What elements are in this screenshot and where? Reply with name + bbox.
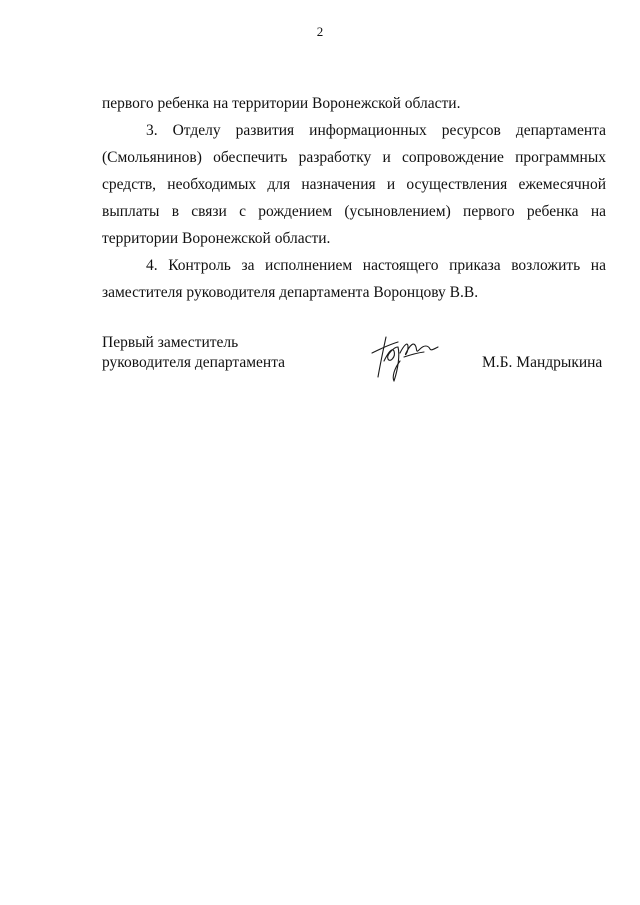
paragraph-continuation xyxy=(102,90,606,117)
paragraph-line: территории Воронежской области. xyxy=(102,230,331,247)
signature-block xyxy=(102,333,606,393)
paragraph-line: заместителя руководителя департамента Воронцову В.В. xyxy=(102,284,479,301)
signatory-name: М.Б. Мандрыкина xyxy=(482,354,603,371)
paragraph-item-3 xyxy=(102,117,606,252)
paragraph-line: 3. Отделу развития информационных ресурсов департамента xyxy=(146,122,606,139)
handwritten-signature xyxy=(364,331,444,383)
paragraph-line: первого ребенка на территории Воронежской области. xyxy=(102,95,461,112)
paragraph-item-4 xyxy=(102,252,606,306)
paragraph-line: (Смольянинов) обеспечить разработку и сопровождение программных xyxy=(102,149,606,166)
signatory-position-line: Первый заместитель xyxy=(102,334,239,351)
paragraph-line: 4. Контроль за исполнением настоящего приказа возложить на xyxy=(146,257,606,274)
signatory-position-line: руководителя департамента xyxy=(102,354,286,371)
signatory-position xyxy=(102,333,285,373)
paragraph-line: средств, необходимых для назначения и осуществления ежемесячной xyxy=(102,176,606,193)
page-number: 2 xyxy=(316,24,324,39)
paragraph-line: выплаты в связи с рождением (усыновлением) первого ребенка на xyxy=(102,203,606,220)
